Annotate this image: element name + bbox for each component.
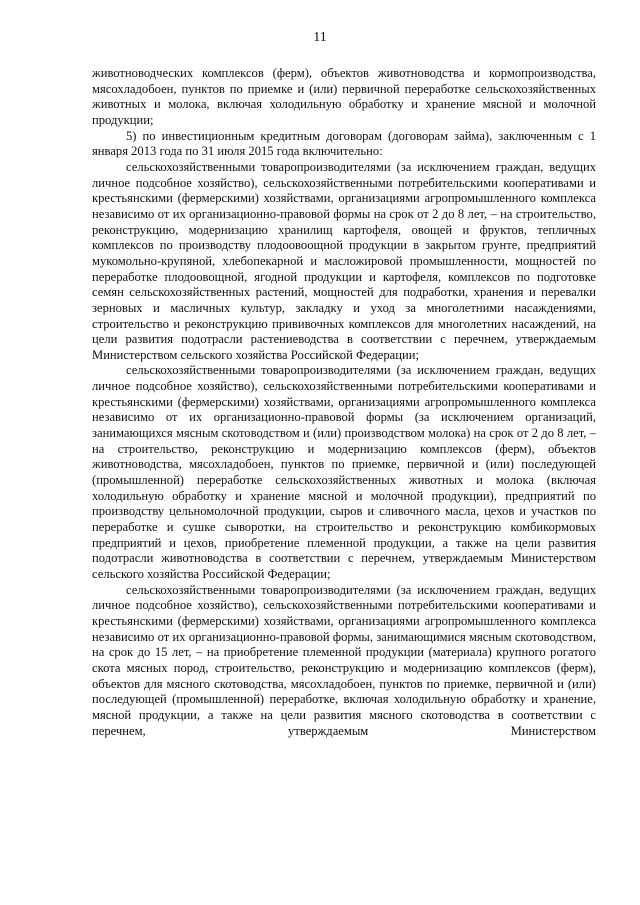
document-body bbox=[92, 66, 596, 739]
paragraph-beef-cattle: сельскохозяйственными товаропроизводителями (за исключением граждан, ведущих личное подсобное хозяйство), сельскохозяйственными потребительскими кооперативами и крестьянскими (фермерскими) хозяйствами, организациями агропромышленного комплекса независимо от их организационно-правовой формы, занимающимися мясным скотоводством, на срок до 15 лет, – на приобретение племенной продукции (материала) крупного рогатого скота мясных пород, строительство, реконструкцию и модернизацию комплексов (ферм), объектов для мясного скотоводства, мясохладобоен, пунктов по приемке, первичной и (или) последующей (промышленной) переработке, включая холодильную обработку и хранение, мясной продукции, а также на цели развития мясного скотоводства в соответствии с перечнем, утверждаемым Министерством bbox=[92, 582, 596, 738]
paragraph-livestock: сельскохозяйственными товаропроизводителями (за исключением граждан, ведущих личное подсобное хозяйство), сельскохозяйственными потребительскими кооперативами и крестьянскими (фермерскими) хозяйствами, организациями агропромышленного комплекса независимо от их организационно-правовой формы (за исключением организаций, занимающихся мясным скотоводством и (или) производством молока) на срок от 2 до 8 лет, – на строительство, реконструкцию и модернизацию комплексов (ферм), объектов животноводства, мясохладобоен, пунктов по приемке, первичной и (или) последующей (промышленной) переработке сельскохозяйственных животных и молока (включая холодильную обработку и хранение мясной и молочной продукции), предприятий по производству цельномолочной продукции, сыров и сливочного масла, цехов и участков по переработке и сушке сыворотки, на строительство и реконструкцию комбикормовых предприятий и цехов, приобретение племенной продукции, а также на цели развития подотрасли животноводства в соответствии с перечнем, утверждаемым Министерством сельского хозяйства Российской Федерации; bbox=[92, 363, 596, 581]
paragraph-crop-production: сельскохозяйственными товаропроизводителями (за исключением граждан, ведущих личное подсобное хозяйство), сельскохозяйственными потребительскими кооперативами и крестьянскими (фермерскими) хозяйствами, организациями агропромышленного комплекса независимо от их организационно-правовой формы на срок от 2 до 8 лет, – на строительство, реконструкцию, модернизацию хранилищ картофеля, овощей и фруктов, тепличных комплексов по производству плодоовоощной продукции в закрытом грунте, предприятий мукомольно-крупяной, хлебопекарной и масложировой промышленности, мощностей по переработке плодоовощной, ягодной продукции и картофеля, комплексов по подготовке семян сельскохозяйственных растений, мощностей для подработки, хранения и перевалки зерновых и масличных культур, закладку и уход за многолетними насаждениями, строительство и реконструкцию прививочных комплексов для многолетних насаждений, на цели развития подотрасли растениеводства в соответствии с перечнем, утверждаемым Министерством сельского хозяйства Российской Федерации; bbox=[92, 159, 596, 362]
paragraph-item-5: 5) по инвестиционным кредитным договорам (договорам займа), заключенным с 1 января 2013 года по 31 июля 2015 года включительно: bbox=[92, 128, 596, 159]
page-number: 11 bbox=[313, 30, 327, 45]
paragraph-continuation: животноводческих комплексов (ферм), объектов животноводства и кормопроизводства, мясохладобоен, пунктов по приемке и (или) первичной переработке сельскохозяйственных животных и молока, включая холодильную обработку и хранение мясной и молочной продукции; bbox=[92, 66, 596, 127]
